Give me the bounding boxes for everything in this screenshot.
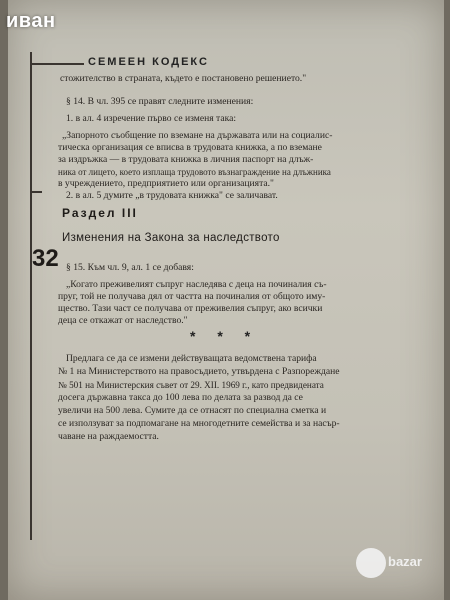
running-head: СЕМЕЕН КОДЕКС <box>88 56 209 68</box>
text-line: се използуват за подпомагане на многодетните семейства и за насър- <box>58 418 340 429</box>
page-number: 32 <box>32 245 59 272</box>
text-line: деца се откажат от наследство." <box>58 315 188 326</box>
text-line: § 15. Към чл. 9, ал. 1 се добавя: <box>66 262 194 273</box>
text-line: ника от лицето, което изплаща трудовото възнаграждение на длъжника <box>58 167 331 177</box>
text-line: пруг, той не получава дял от частта на починалия от общото иму- <box>58 291 326 302</box>
section-subheading: Изменения на Закона за наследството <box>62 232 280 244</box>
section-heading: Раздел III <box>62 206 138 220</box>
text-line: тическа организация се вписва в трудовата книжка, а по вземане <box>58 142 322 153</box>
brand-label: иван <box>6 10 56 32</box>
watermark-text: bazar <box>388 554 422 569</box>
separator-stars: * * * <box>190 328 260 344</box>
section-rule <box>30 191 42 193</box>
text-line: № 501 на Министерския съвет от 29. XII. 1969 г., като предвидената <box>58 380 324 390</box>
text-line: в учреждението, предприятието или организацията." <box>58 178 274 189</box>
text-line: досега държавна такса до 100 лева по делата за развод да се <box>58 392 303 403</box>
text-line: щество. Тази част се получава от преживелия съпруг, ако всички <box>58 303 323 314</box>
text-line: § 14. В чл. 395 се правят следните изменения: <box>66 96 254 107</box>
text-line: чаване на раждаемостта. <box>58 431 159 442</box>
watermark-logo-icon <box>356 548 386 578</box>
text-line: „Запорното съобщение по вземане на държавата или на социалис- <box>62 130 333 141</box>
text-line: стожителство в страната, където е постановено решението." <box>60 73 307 84</box>
header-rule <box>30 63 84 65</box>
text-line: „Когато преживелият съпруг наследява с деца на починалия съ- <box>66 279 327 290</box>
text-line: за издръжка — в трудовата книжка в личния паспорт на длъж- <box>58 154 314 165</box>
text-line: № 1 на Министерството на правосъдието, утвърдена с Разпореждане <box>58 366 340 377</box>
margin-rule <box>30 52 32 540</box>
text-line: 2. в ал. 5 думите „в трудовата книжка" се заличават. <box>66 190 278 201</box>
text-line: увеличи на 500 лева. Сумите да се отнасят по специална сметка и <box>58 405 327 416</box>
text-line: 1. в ал. 4 изречение първо се изменя така: <box>66 113 237 124</box>
text-line: Предлага се да се измени действуващата ведомствена тарифа <box>66 353 317 364</box>
